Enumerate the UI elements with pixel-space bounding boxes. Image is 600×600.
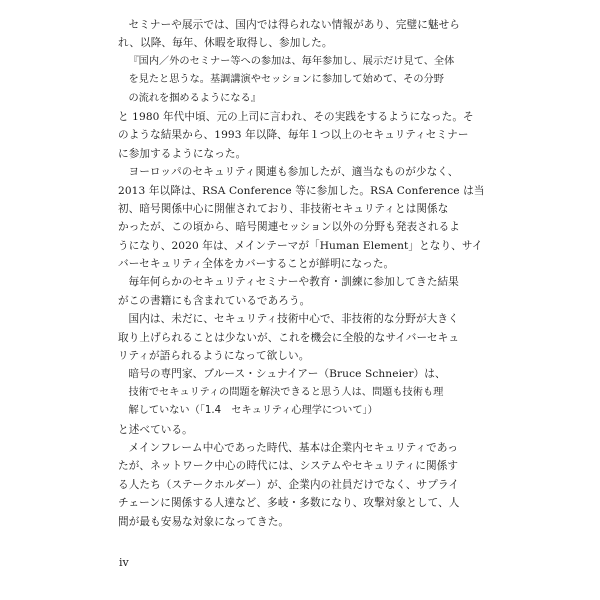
quote-line: を見たと思うな。基調講演やセッションに参加して始めて、その分野 (128, 74, 444, 86)
text-line: セミナーや展示では、国内では得られない情報があり、完璧に魅せら (128, 19, 461, 31)
quote-schneier (118, 384, 490, 421)
paragraph-domestic (118, 310, 490, 365)
text-line: チェーンに関係する人達など、多岐・多数になり、攻撃対象として、人 (118, 497, 460, 510)
paragraph-seminar (118, 16, 490, 53)
text-line: バーセキュリティ全体をカバーすることが鮮明になった。 (118, 258, 395, 271)
text-line: 取り上げられることは少ないが、これを機会に全般的なサイバーセキュ (118, 331, 460, 344)
text-line: と 1980 年代中頃、元の上司に言われ、その実践をするようになった。そ (118, 110, 474, 123)
text-line: 間が最も安易な対象になってきた。 (118, 515, 290, 528)
text-line: メインフレーム中心であった時代、基本は企業内セキュリティであっ (128, 441, 459, 454)
text-line: ヨーロッパのセキュリティ関連も参加したが、適当なものが少なく、 (128, 166, 459, 179)
text-line: 2013 年以降は、RSA Conference 等に参加した。RSA Conference は当 (118, 184, 485, 197)
text-line: る人たち（ステークホルダー）が、企業内の社員だけでなく、サプライ (118, 478, 460, 491)
text-line: 暗号の専門家、ブルース・シュナイアー（Bruce Schneier）は、 (128, 368, 446, 381)
text-line: うになり、2020 年は、メインテーマが「Human Element」となり、サイ (118, 239, 483, 252)
text-line: がこの書籍にも含まれているであろう。 (118, 294, 311, 307)
paragraph-schneier-intro (118, 365, 490, 383)
quote-line: 技術でセキュリティの問題を解決できると思う人は、問題も技術も理 (128, 386, 444, 398)
paragraph-schneier-close (118, 421, 490, 439)
text-line: 初、暗号関係中心に開催されており、非技術セキュリティとは関係な (118, 202, 449, 215)
text-line: と述べている。 (118, 423, 193, 436)
paragraph-annual-seminars (118, 273, 490, 310)
text-line: リティが語られるようになって欲しい。 (118, 350, 310, 363)
text-line: たが、ネットワーク中心の時代には、システムやセキュリティに関係す (118, 460, 459, 473)
text-line: 国内は、未だに、セキュリティ技術中心で、非技術的な分野が大きく (128, 313, 459, 326)
paragraph-europe-rsa (118, 163, 490, 273)
text-line: 毎年何らかのセキュリティセミナーや教育・訓練に参加してきた結果 (128, 276, 459, 289)
quote-line: の流れを掴めるようになる』 (128, 92, 261, 104)
quote-former-boss (118, 53, 490, 108)
text-line: のような結果から、1993 年以降、毎年１つ以上のセキュリティセミナー (118, 129, 469, 142)
paragraph-mainframe (118, 439, 490, 531)
quote-line: 解していない（「1.4 セキュリティ心理学について」） (128, 405, 378, 417)
page-number: iv (119, 556, 129, 569)
page-body (118, 16, 490, 531)
text-line: れ、以降、毎年、休暇を取得し、参加した。 (118, 37, 333, 50)
text-line: かったが、この頃から、暗号関連セッション以外の分野も発表されるよ (118, 221, 460, 234)
text-line: に参加するようになった。 (118, 147, 247, 160)
paragraph-1980s (118, 108, 490, 163)
quote-line: 『国内／外のセミナー等への参加は、毎年参加し、展示だけ見て、全体 (128, 55, 455, 67)
